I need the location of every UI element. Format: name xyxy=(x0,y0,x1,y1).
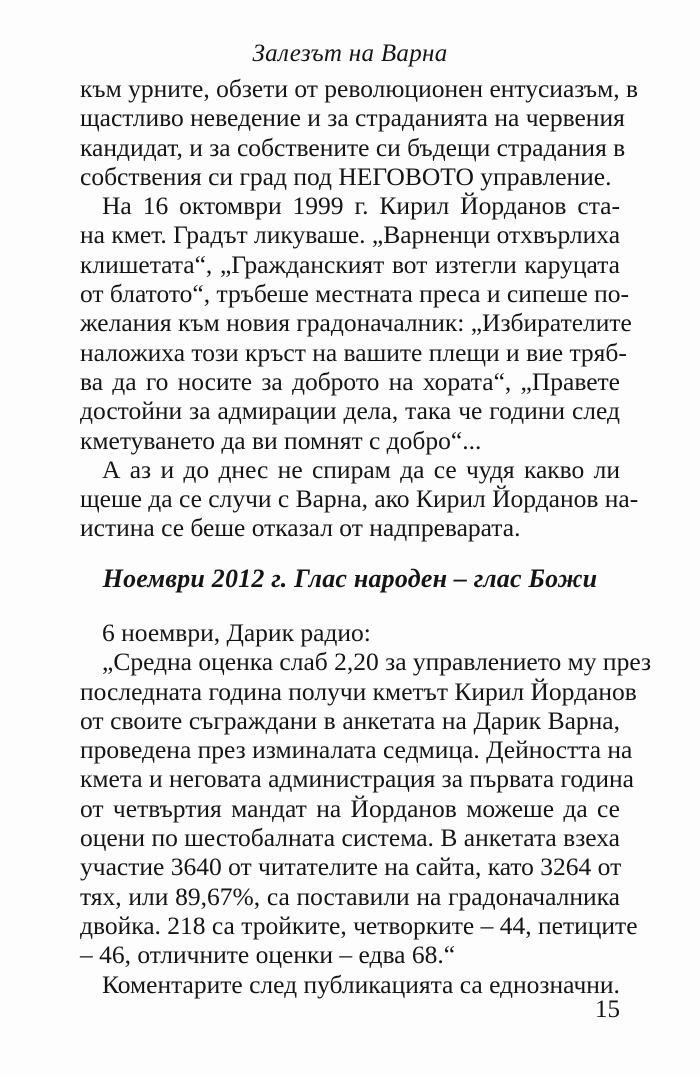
running-header: Залезът на Варна xyxy=(252,40,448,67)
text-line: Коментарите след публикацията са еднозначни. xyxy=(102,969,620,999)
text-line: последната година получи кметът Кирил Йорданов xyxy=(80,676,637,706)
text-line: проведена през изминалата седмица. Дейността на xyxy=(80,735,633,765)
text-line: щеше да се случи с Варна, ако Кирил Йорданов на- xyxy=(80,484,639,514)
text-line: оцени по шестобалната система. В анкетата взеха xyxy=(80,823,620,853)
page-number: 15 xyxy=(595,996,620,1023)
section-heading: Ноември 2012 г. Глас народен – глас Божи xyxy=(102,564,598,593)
text-line: 6 ноември, Дарик радио: xyxy=(102,618,371,647)
text-line: към урните, обзети от революционен ентусиазъм, в xyxy=(80,74,639,103)
text-line: желания към новия градоначалник: „Избирателите xyxy=(80,308,632,338)
text-line: кметуването да ви помнят с добро“... xyxy=(80,425,482,455)
text-line: На 16 октомври 1999 г. Кирил Йорданов ста- xyxy=(102,191,620,221)
text-line: двойка. 218 са тройките, четворките – 44, петиците xyxy=(80,910,638,940)
text-line: наложиха този кръст на вашите плещи и вие тряб- xyxy=(80,337,627,367)
text-line: на кмет. Градът ликуваше. „Варненци отхвърлиха xyxy=(80,220,621,250)
text-line: истина се беше отказал от надпреварата. xyxy=(80,513,521,543)
text-line: „Средна оценка слаб 2,20 за управлението му през xyxy=(102,647,652,677)
text-line: щастливо неведение и за страданията на червения xyxy=(80,103,625,133)
text-line: тях, или 89,67%, са поставили на градоначалника xyxy=(80,881,620,911)
text-line: ва да го носите за доброто на хората“, „Правете xyxy=(80,366,620,396)
text-line: от четвъртия мандат на Йорданов можеше да се xyxy=(80,793,620,823)
text-line: кандидат, и за собствените си бъдещи страдания в xyxy=(80,132,626,162)
text-line: клишетата“, „Гражданският вот изтегли каруцата xyxy=(80,249,620,279)
body-text-top xyxy=(80,74,639,543)
body-text-bottom xyxy=(80,618,652,999)
text-line: – 46, отличните оценки – едва 68.“ xyxy=(80,940,456,970)
text-line: достойни за адмирации дела, така че години след xyxy=(80,396,620,426)
text-line: кмета и неговата администрация за първата година xyxy=(80,764,634,794)
text-line: собствения си град под НЕГОВОТО управление. xyxy=(80,161,612,191)
text-line: участие 3640 от читателите на сайта, като 3264 от xyxy=(80,852,622,882)
text-line: от своите съграждани в анкетата на Дарик Варна, xyxy=(80,705,620,735)
text-line: от блатото“, тръбеше местната преса и сипеше по- xyxy=(80,279,630,309)
text-line: А аз и до днес не спирам да се чудя какво ли xyxy=(102,454,620,484)
